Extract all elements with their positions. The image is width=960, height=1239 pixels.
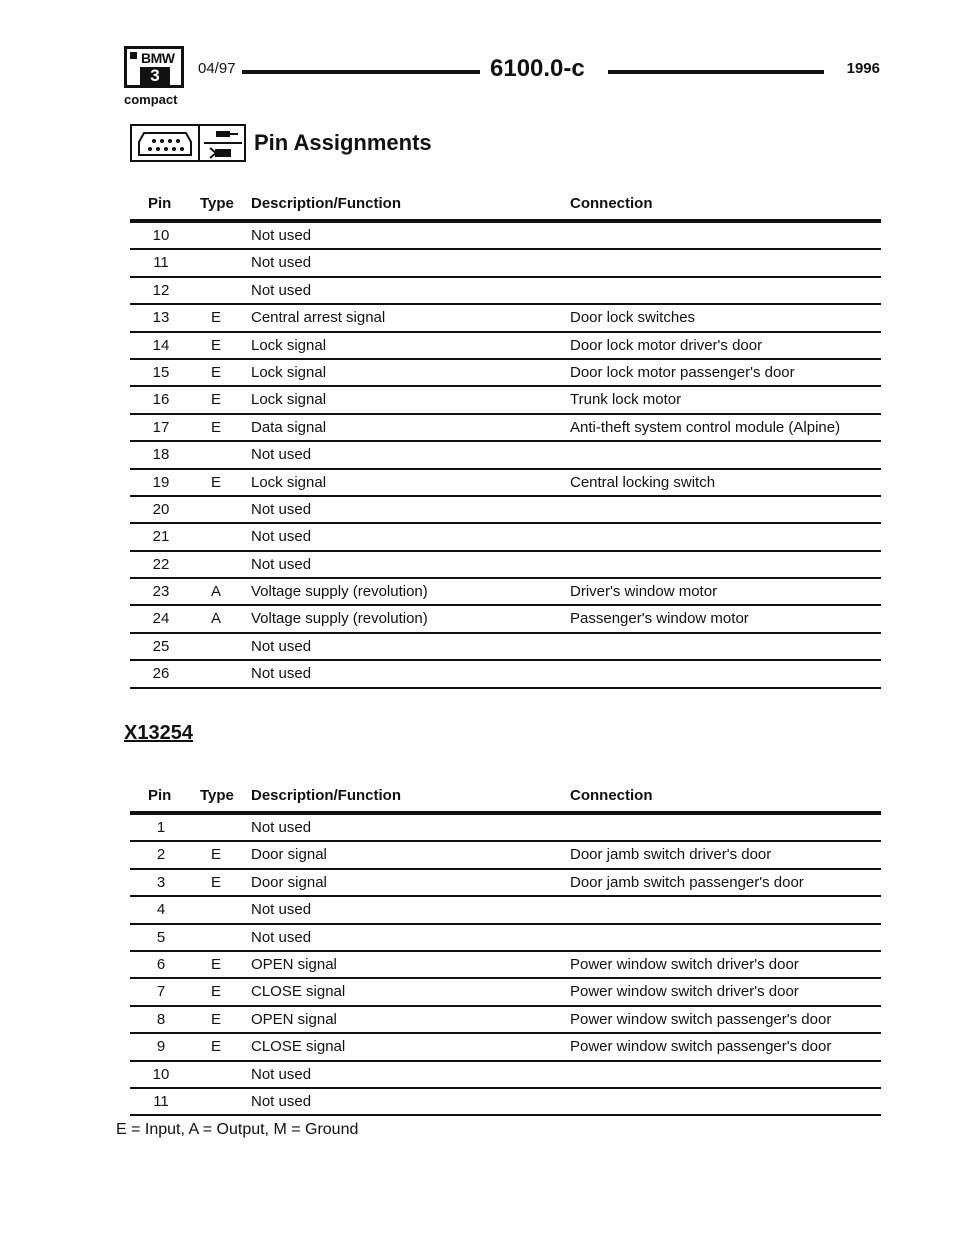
table-row [130,1089,881,1116]
connection-cell: Driver's window motor [570,583,718,601]
connection-cell: Power window switch driver's door [570,983,799,1001]
table-row [130,925,881,952]
table-row [130,952,881,979]
table-row [130,897,881,924]
table-row [130,497,881,524]
description-cell: Not used [251,227,312,244]
pin-cell: 16 [152,391,170,409]
pin-cell: 3 [156,873,166,891]
pin-cell: 1 [156,819,166,836]
connection-cell: Power window switch passenger's door [570,1010,832,1028]
type-cell: E [210,391,221,409]
pin-cell: 22 [152,555,170,573]
table-row [130,634,881,661]
logo-corner-mark [130,52,137,59]
connector-icon [130,124,200,162]
pin-table-1 [130,193,881,689]
pin-cell: 26 [152,665,170,683]
header-rule-left [242,70,480,74]
type-cell: E [210,473,221,491]
description-cell: Lock signal [251,391,327,409]
description-cell: Not used [251,1092,312,1110]
table-row [130,524,881,551]
description-cell: Voltage supply (revolution) [251,583,428,601]
pin-cell: 2 [156,846,166,864]
description-cell: Lock signal [251,336,327,354]
description-cell: Not used [251,446,312,464]
table-row [130,870,881,897]
description-cell: Door signal [251,846,327,864]
pin-cell: 10 [152,1065,170,1083]
description-cell: Not used [251,555,312,573]
connection-cell: Door jamb switch driver's door [570,846,772,864]
column-header-type: Type [200,195,234,212]
table-row [130,387,881,414]
connection-cell: Central locking switch [570,473,716,491]
table-row [130,1034,881,1061]
table-row [130,579,881,606]
pin-cell: 9 [156,1038,166,1056]
connection-cell: Door lock switches [570,309,696,327]
description-cell: CLOSE signal [251,983,346,1001]
type-cell: A [210,583,221,601]
table-row [130,278,881,305]
description-cell: Not used [251,1065,312,1083]
pin-cell: 23 [152,583,170,601]
description-cell: Voltage supply (revolution) [251,610,428,628]
type-cell: E [210,418,221,436]
column-header-connection: Connection [570,787,653,804]
column-header-connection: Connection [570,195,653,212]
column-header-description: Description/Function [251,195,401,212]
table-row [130,250,881,277]
table-row [130,223,881,250]
bmw-3-series-logo [124,46,184,88]
description-cell: Not used [251,819,312,836]
table-row [130,333,881,360]
logo-series: 3 [140,67,170,85]
column-header-pin: Pin [148,787,172,804]
table-header [130,193,881,223]
pin-table-2 [130,785,881,1116]
connector-label: X13254 [124,722,193,744]
table-row [130,470,881,497]
column-header-pin: Pin [148,195,172,212]
description-cell: Not used [251,637,312,655]
logo-brand: BMW [141,50,175,66]
description-cell: Not used [251,500,312,518]
description-cell: Not used [251,665,312,683]
column-header-type: Type [200,787,234,804]
table-row [130,1007,881,1034]
pin-cell: 14 [152,336,170,354]
type-cell: E [210,955,221,973]
pin-cell: 6 [156,955,166,973]
table-row [130,1062,881,1089]
table-row [130,979,881,1006]
pin-cell: 11 [153,1092,169,1110]
table-row [130,305,881,332]
header-rule-right [608,70,824,74]
logo-subtitle: compact [124,92,178,107]
connection-cell: Power window switch driver's door [570,955,799,973]
table-row [130,606,881,633]
pin-cell: 5 [156,928,166,946]
type-cell: A [210,610,221,628]
description-cell: Not used [251,901,312,919]
connection-cell: Anti-theft system control module (Alpine) [570,418,841,436]
connection-cell: Door lock motor driver's door [570,336,763,354]
description-cell: Lock signal [251,473,327,491]
description-cell: CLOSE signal [251,1038,346,1056]
description-cell: Not used [251,281,312,299]
description-cell: Lock signal [251,363,327,381]
table-row [130,815,881,842]
connection-cell: Door lock motor passenger's door [570,363,795,381]
header-year: 1996 [846,60,880,77]
description-cell: Data signal [251,418,327,436]
pin-cell: 24 [152,610,170,628]
type-cell: E [210,873,221,891]
description-cell: Not used [251,528,312,546]
type-cell: E [210,846,221,864]
type-cell: E [210,309,221,327]
table-header [130,785,881,815]
description-cell: OPEN signal [251,955,337,973]
table-row [130,415,881,442]
description-cell: Not used [251,928,312,946]
pin-cell: 15 [152,363,170,381]
type-cell: E [210,1038,221,1056]
header-date: 04/97 [198,60,236,77]
pin-cell: 17 [152,418,170,436]
pin-cell: 8 [156,1010,166,1028]
type-cell: E [210,336,221,354]
pin-assignment-icon [200,124,246,162]
table-row [130,552,881,579]
column-header-description: Description/Function [251,787,401,804]
section-title: Pin Assignments [254,130,432,155]
description-cell: OPEN signal [251,1010,337,1028]
connection-cell: Passenger's window motor [570,610,749,628]
pin-cell: 20 [152,500,170,518]
table-row [130,842,881,869]
table-row [130,661,881,688]
page-header [124,46,880,108]
pin-cell: 7 [156,983,166,1001]
pin-cell: 19 [152,473,170,491]
connection-cell: Power window switch passenger's door [570,1038,832,1056]
type-cell: E [210,1010,221,1028]
pin-cell: 21 [152,528,170,546]
pin-cell: 10 [152,227,170,244]
pin-cell: 13 [152,309,170,327]
pin-cell: 11 [153,254,169,272]
description-cell: Not used [251,254,312,272]
type-cell: E [210,363,221,381]
pin-cell: 12 [152,281,170,299]
type-legend: E = Input, A = Output, M = Ground [116,1121,359,1138]
table-row [130,360,881,387]
connection-cell: Trunk lock motor [570,391,682,409]
table-row [130,442,881,469]
description-cell: Central arrest signal [251,309,386,327]
pin-cell: 18 [152,446,170,464]
connection-cell: Door jamb switch passenger's door [570,873,804,891]
pin-cell: 4 [156,901,166,919]
pin-cell: 25 [152,637,170,655]
type-cell: E [210,983,221,1001]
document-number: 6100.0-c [490,55,585,82]
description-cell: Door signal [251,873,327,891]
